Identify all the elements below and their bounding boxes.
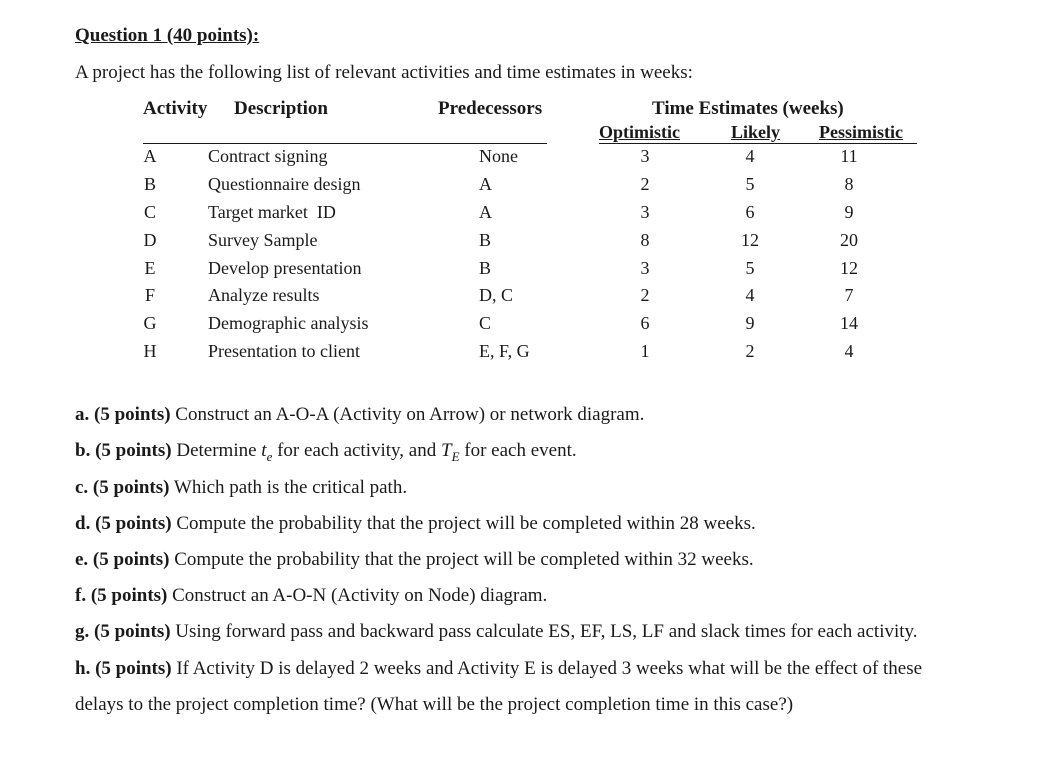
cell-activity: F	[144, 285, 155, 305]
cell-activity: C	[143, 202, 156, 222]
cell-predecessors: D, C	[479, 285, 514, 305]
cell-activity: E	[144, 258, 156, 278]
question-b-post: for each event.	[459, 440, 577, 461]
question-e-text: Compute the probability that the project will be completed within 32 weeks.	[169, 549, 754, 570]
question-d-label: d. (5 points)	[75, 513, 172, 534]
question-h-continuation: delays to the project completion time? (What will be the project completion time in this case?)	[75, 694, 794, 715]
question-b-var-t-sub: e	[266, 448, 273, 464]
question-h	[75, 658, 922, 680]
cell-activity: B	[143, 174, 156, 194]
cell-optimistic: 3	[640, 258, 650, 278]
cell-activity: D	[143, 230, 157, 250]
cell-activity: H	[143, 341, 157, 361]
question-h-text: If Activity D is delayed 2 weeks and Activity E is delayed 3 weeks what will be the effect of these	[171, 658, 923, 679]
cell-description: Analyze results	[208, 285, 320, 305]
cell-description: Demographic analysis	[208, 313, 369, 333]
cell-description: Contract signing	[208, 146, 328, 166]
cell-optimistic: 8	[640, 230, 650, 250]
cell-predecessors: A	[479, 174, 492, 194]
question-b-label: b. (5 points)	[75, 440, 172, 461]
cell-predecessors: B	[479, 258, 492, 278]
header-time-estimates: Time Estimates (weeks)	[652, 98, 844, 119]
cell-optimistic: 2	[640, 285, 650, 305]
question-g-label: g. (5 points)	[75, 621, 171, 642]
question-a-label: a. (5 points)	[75, 404, 171, 425]
table-row	[0, 174, 1056, 202]
cell-optimistic: 3	[640, 202, 650, 222]
cell-predecessors: C	[479, 313, 492, 333]
table-row	[0, 258, 1056, 286]
question-b-pre: Determine	[171, 440, 262, 461]
table-row	[0, 202, 1056, 230]
question-intro: A project has the following list of relevant activities and time estimates in weeks:	[75, 62, 693, 83]
cell-pessimistic: 14	[840, 313, 858, 333]
table-row	[0, 285, 1056, 313]
cell-predecessors: E, F, G	[479, 341, 530, 361]
cell-predecessors: None	[479, 146, 518, 166]
cell-likely: 2	[745, 341, 755, 361]
cell-pessimistic: 20	[840, 230, 858, 250]
cell-optimistic: 3	[640, 146, 650, 166]
cell-pessimistic: 9	[844, 202, 854, 222]
question-c-label: c. (5 points)	[75, 477, 170, 498]
question-d-text: Compute the probability that the project will be completed within 28 weeks.	[171, 513, 756, 534]
cell-activity: A	[143, 146, 157, 166]
cell-description: Survey Sample	[208, 230, 318, 250]
question-e-label: e. (5 points)	[75, 549, 170, 570]
header-predecessors: Predecessors	[438, 98, 543, 119]
question-c-text: Which path is the critical path.	[169, 477, 408, 498]
question-a	[75, 404, 644, 426]
cell-description: Target market ID	[208, 202, 336, 222]
cell-description: Presentation to client	[208, 341, 360, 361]
question-g-text: Using forward pass and backward pass calculate ES, EF, LS, LF and slack times for each activity.	[170, 621, 918, 642]
cell-likely: 4	[745, 285, 755, 305]
cell-optimistic: 1	[640, 341, 650, 361]
table-row	[0, 230, 1056, 258]
header-activity: Activity	[143, 98, 208, 119]
question-f	[75, 585, 547, 607]
question-g	[75, 621, 918, 643]
question-d	[75, 513, 756, 535]
cell-activity: G	[143, 313, 157, 333]
cell-pessimistic: 7	[844, 285, 854, 305]
question-title: Question 1 (40 points):	[75, 25, 260, 46]
question-b-mid: for each activity, and	[272, 440, 441, 461]
question-f-label: f. (5 points)	[75, 585, 168, 606]
question-b-var-T: T	[441, 440, 452, 461]
question-b-var-T-sub: E	[451, 448, 460, 464]
question-a-text: Construct an A-O-A (Activity on Arrow) or network diagram.	[170, 404, 645, 425]
table-row	[0, 313, 1056, 341]
cell-likely: 12	[741, 230, 759, 250]
cell-likely: 6	[745, 202, 755, 222]
header-description: Description	[234, 98, 328, 119]
cell-likely: 9	[745, 313, 755, 333]
cell-pessimistic: 4	[844, 341, 854, 361]
header-rule-left	[143, 143, 547, 144]
cell-optimistic: 6	[640, 313, 650, 333]
header-likely: Likely	[731, 122, 781, 142]
question-b-var-t: t	[261, 440, 267, 461]
header-rule-right	[599, 143, 917, 144]
cell-predecessors: B	[479, 230, 492, 250]
cell-likely: 5	[745, 174, 755, 194]
cell-likely: 4	[745, 146, 755, 166]
header-pessimistic: Pessimistic	[819, 122, 903, 142]
header-optimistic: Optimistic	[599, 122, 680, 142]
cell-description: Questionnaire design	[208, 174, 361, 194]
cell-pessimistic: 8	[844, 174, 854, 194]
question-b	[75, 440, 577, 465]
question-c	[75, 477, 407, 499]
cell-likely: 5	[745, 258, 755, 278]
cell-optimistic: 2	[640, 174, 650, 194]
cell-pessimistic: 12	[840, 258, 858, 278]
cell-predecessors: A	[479, 202, 492, 222]
table-row	[0, 341, 1056, 369]
table-row	[0, 146, 1056, 174]
question-f-text: Construct an A-O-N (Activity on Node) diagram.	[167, 585, 548, 606]
cell-pessimistic: 11	[840, 146, 858, 166]
cell-description: Develop presentation	[208, 258, 362, 278]
question-e	[75, 549, 754, 571]
question-h-label: h. (5 points)	[75, 658, 172, 679]
